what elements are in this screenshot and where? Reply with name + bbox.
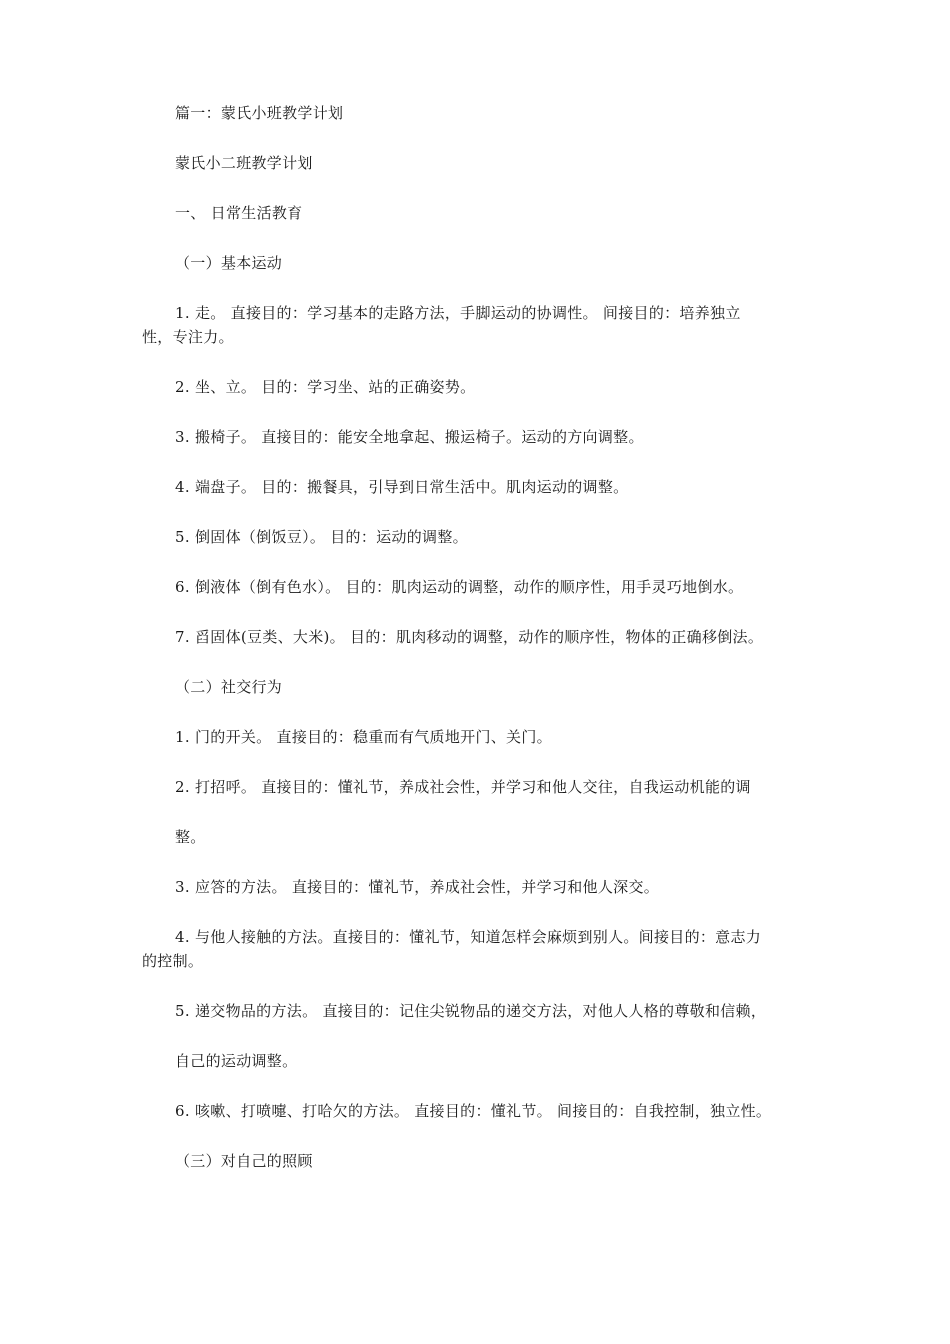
paragraph-line: 7. 舀固体(豆类、大米)。 目的：肌肉移动的调整，动作的顺序性，物体的正确移倒法。 xyxy=(175,628,764,646)
paragraph-line: 2. 坐、立。 目的：学习坐、站的正确姿势。 xyxy=(175,378,476,396)
section-heading: 一、 日常生活教育 xyxy=(175,204,303,222)
paragraph-line: 4. 与他人接触的方法。直接目的：懂礼节，知道怎样会麻烦到别人。间接目的：意志力 xyxy=(175,928,762,946)
paragraph-line: 1. 门的开关。 直接目的：稳重而有气质地开门、关门。 xyxy=(175,728,552,746)
paragraph-line: 整。 xyxy=(175,828,206,846)
paragraph-line: 5. 倒固体（倒饭豆）。 目的：运动的调整。 xyxy=(175,528,468,546)
paragraph-line: 性，专注力。 xyxy=(142,328,234,346)
paragraph-line: 的控制。 xyxy=(142,952,204,970)
subsection-heading: （二）社交行为 xyxy=(175,678,283,696)
paragraph-line: 5. 递交物品的方法。 直接目的：记住尖锐物品的递交方法，对他人人格的尊敬和信赖， xyxy=(175,1002,767,1020)
article-heading: 篇一：蒙氏小班教学计划 xyxy=(175,104,344,122)
paragraph-line: 6. 咳嗽、打喷嚏、打哈欠的方法。 直接目的：懂礼节。 间接目的：自我控制，独立性。 xyxy=(175,1102,772,1120)
paragraph-line: 6. 倒液体（倒有色水）。 目的：肌肉运动的调整，动作的顺序性，用手灵巧地倒水。 xyxy=(175,578,744,596)
paragraph-line: 1. 走。 直接目的：学习基本的走路方法，手脚运动的协调性。 间接目的：培养独立 xyxy=(175,304,741,322)
plan-title: 蒙氏小二班教学计划 xyxy=(175,154,313,172)
paragraph-line: 4. 端盘子。 目的：搬餐具，引导到日常生活中。肌肉运动的调整。 xyxy=(175,478,629,496)
subsection-heading: （一）基本运动 xyxy=(175,254,283,272)
subsection-heading: （三）对自己的照顾 xyxy=(175,1152,313,1170)
paragraph-line: 3. 搬椅子。 直接目的：能安全地拿起、搬运椅子。运动的方向调整。 xyxy=(175,428,644,446)
paragraph-line: 自己的运动调整。 xyxy=(175,1052,298,1070)
paragraph-line: 3. 应答的方法。 直接目的：懂礼节，养成社会性，并学习和他人深交。 xyxy=(175,878,660,896)
paragraph-line: 2. 打招呼。 直接目的：懂礼节，养成社会性，并学习和他人交往，自我运动机能的调 xyxy=(175,778,751,796)
